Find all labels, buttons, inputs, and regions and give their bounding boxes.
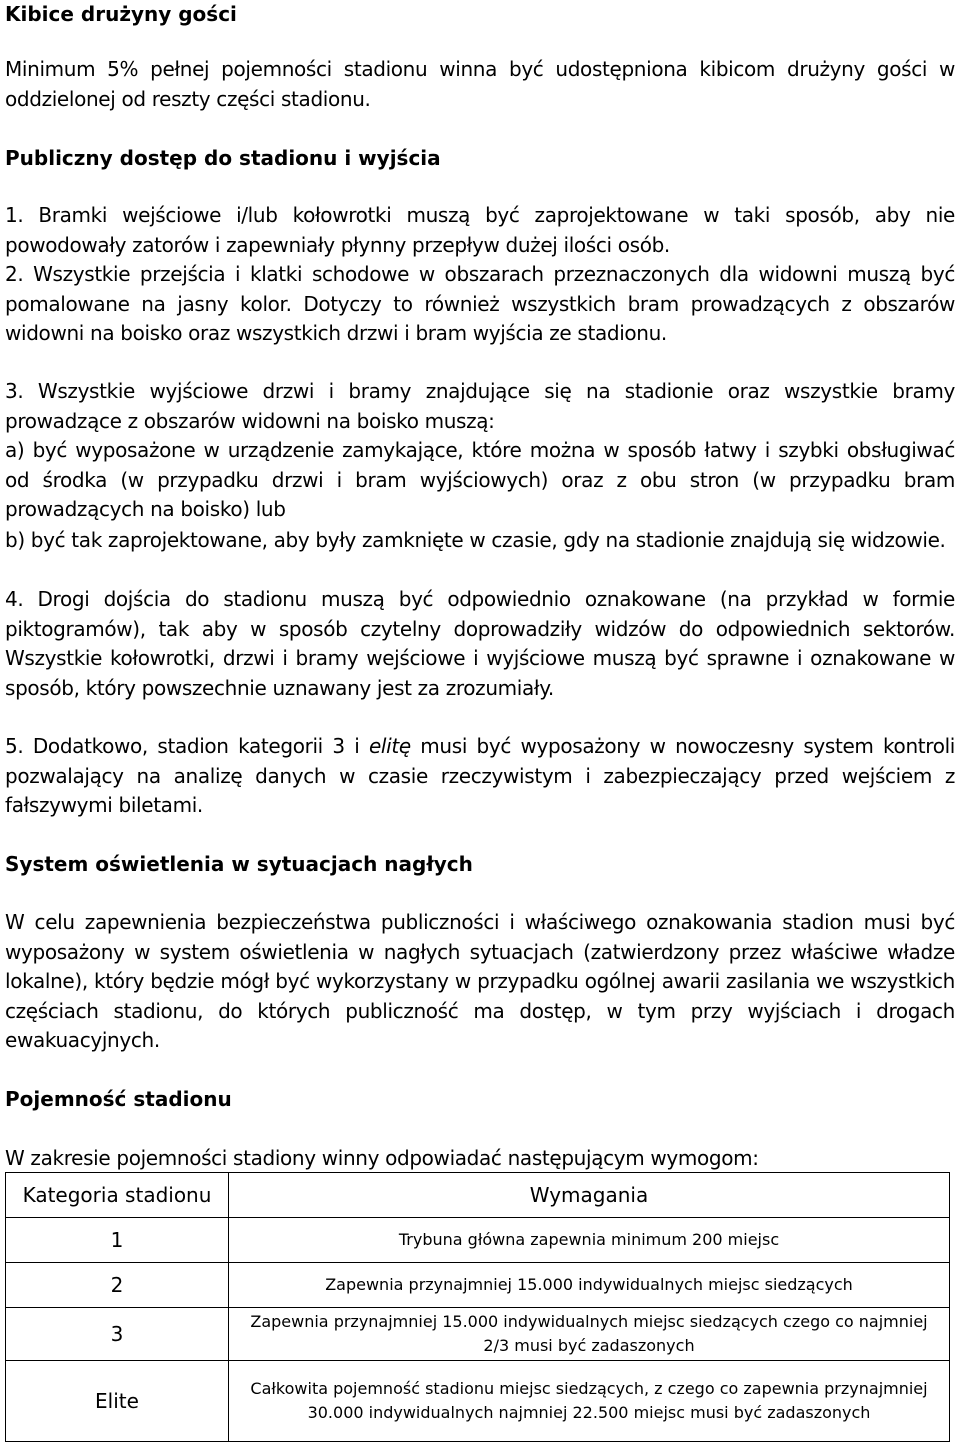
item5-after: musi być wyposażony w nowoczesny system kontroli pozwalający na analizę danych w czasie rzeczywistym i zabezpieczający przed wejściem z fałszywymi biletami. (5, 734, 955, 817)
table-cell-requirement: Trybuna główna zapewnia minimum 200 miejsc (229, 1218, 950, 1263)
table-cell-requirement: Całkowita pojemność stadionu miejsc siedzących, z czego co zapewnia przynajmniej 30.000 indywidualnych najmniej 22.500 miejsc musi być zadaszonych (229, 1361, 950, 1442)
table-row (6, 1361, 950, 1442)
heading-away-fans: Kibice drużyny gości (5, 2, 237, 26)
access-item-5 (5, 732, 955, 821)
table-row (6, 1263, 950, 1308)
table-cell-category: 3 (6, 1308, 229, 1361)
access-item-3: 3. Wszystkie wyjściowe drzwi i bramy znajdujące się na stadionie oraz wszystkie bramy prowadzące z obszarów widowni na boisko muszą: (5, 379, 955, 433)
table-header-category: Kategoria stadionu (6, 1173, 229, 1218)
item5-before: 5. Dodatkowo, stadion kategorii 3 i (5, 734, 369, 758)
access-item-2: 2. Wszystkie przejścia i klatki schodowe w obszarach przeznaczonych dla widowni muszą być pomalowane na jasny kolor. Dotyczy to również wszystkich bram prowadzących z obszarów widowni na boisko oraz wszystkich drzwi i bram wyjścia ze stadionu. (5, 262, 955, 345)
table-row (6, 1218, 950, 1263)
table-header-requirements: Wymagania (229, 1173, 950, 1218)
emergency-lighting-paragraph: W celu zapewnienia bezpieczeństwa publiczności i właściwego oznakowania stadion musi być wyposażony w system oświetlenia w nagłych sytuacjach (zatwierdzony przez właściwe władze lokalne), który będzie mógł być wykorzystany w przypadku ogólnej awarii zasilania we wszystkich częściach stadionu, do których publiczność ma dostęp, w tym przy wyjściach i drogach ewakuacyjnych. (5, 910, 955, 1052)
table-row (6, 1308, 950, 1361)
access-item-3a: a) być wyposażone w urządzenie zamykające, które można w sposób łatwy i szybki obsługiwać od środka (w przypadku drzwi i bram wyjściowych) oraz z obu stron (w przypadku bram prowadzących na boisko) lub (5, 438, 955, 521)
table-cell-category: 1 (6, 1218, 229, 1263)
heading-stadium-capacity: Pojemność stadionu (5, 1087, 232, 1111)
table-cell-requirement: Zapewnia przynajmniej 15.000 indywidualnych miejsc siedzących (229, 1263, 950, 1308)
away-fans-paragraph: Minimum 5% pełnej pojemności stadionu winna być udostępniona kibicom drużyny gości w oddzielonej od reszty części stadionu. (5, 57, 955, 111)
heading-public-access: Publiczny dostęp do stadionu i wyjścia (5, 146, 441, 170)
table-cell-category: 2 (6, 1263, 229, 1308)
access-item-4: 4. Drogi dojścia do stadionu muszą być odpowiednio oznakowane (na przykład w formie piktogramów), tak aby w sposób czytelny doprowadziły widzów do odpowiednich sektorów. Wszystkie kołowrotki, drzwi i bramy wejściowe i wyjściowe muszą być sprawne i oznakowane w sposób, który powszechnie uznawany jest za zrozumiały. (5, 587, 955, 700)
access-item-1: 1. Bramki wejściowe i/lub kołowrotki muszą być zaprojektowane w taki sposób, aby nie powodowały zatorów i zapewniały płynny przepływ dużej ilości osób. (5, 203, 955, 257)
table-cell-requirement: Zapewnia przynajmniej 15.000 indywidualnych miejsc siedzących czego co najmniej 2/3 musi być zadaszonych (229, 1308, 950, 1361)
heading-emergency-lighting: System oświetlenia w sytuacjach nagłych (5, 852, 473, 876)
table-cell-category: Elite (6, 1361, 229, 1442)
item5-emphasis: elitę (368, 734, 411, 758)
capacity-intro: W zakresie pojemności stadiony winny odpowiadać następującym wymogom: (5, 1146, 759, 1170)
access-item-3b: b) być tak zaprojektowane, aby były zamknięte w czasie, gdy na stadionie znajdują się widzowie. (5, 528, 946, 552)
table-header-row (6, 1173, 950, 1218)
capacity-table (5, 1172, 950, 1442)
